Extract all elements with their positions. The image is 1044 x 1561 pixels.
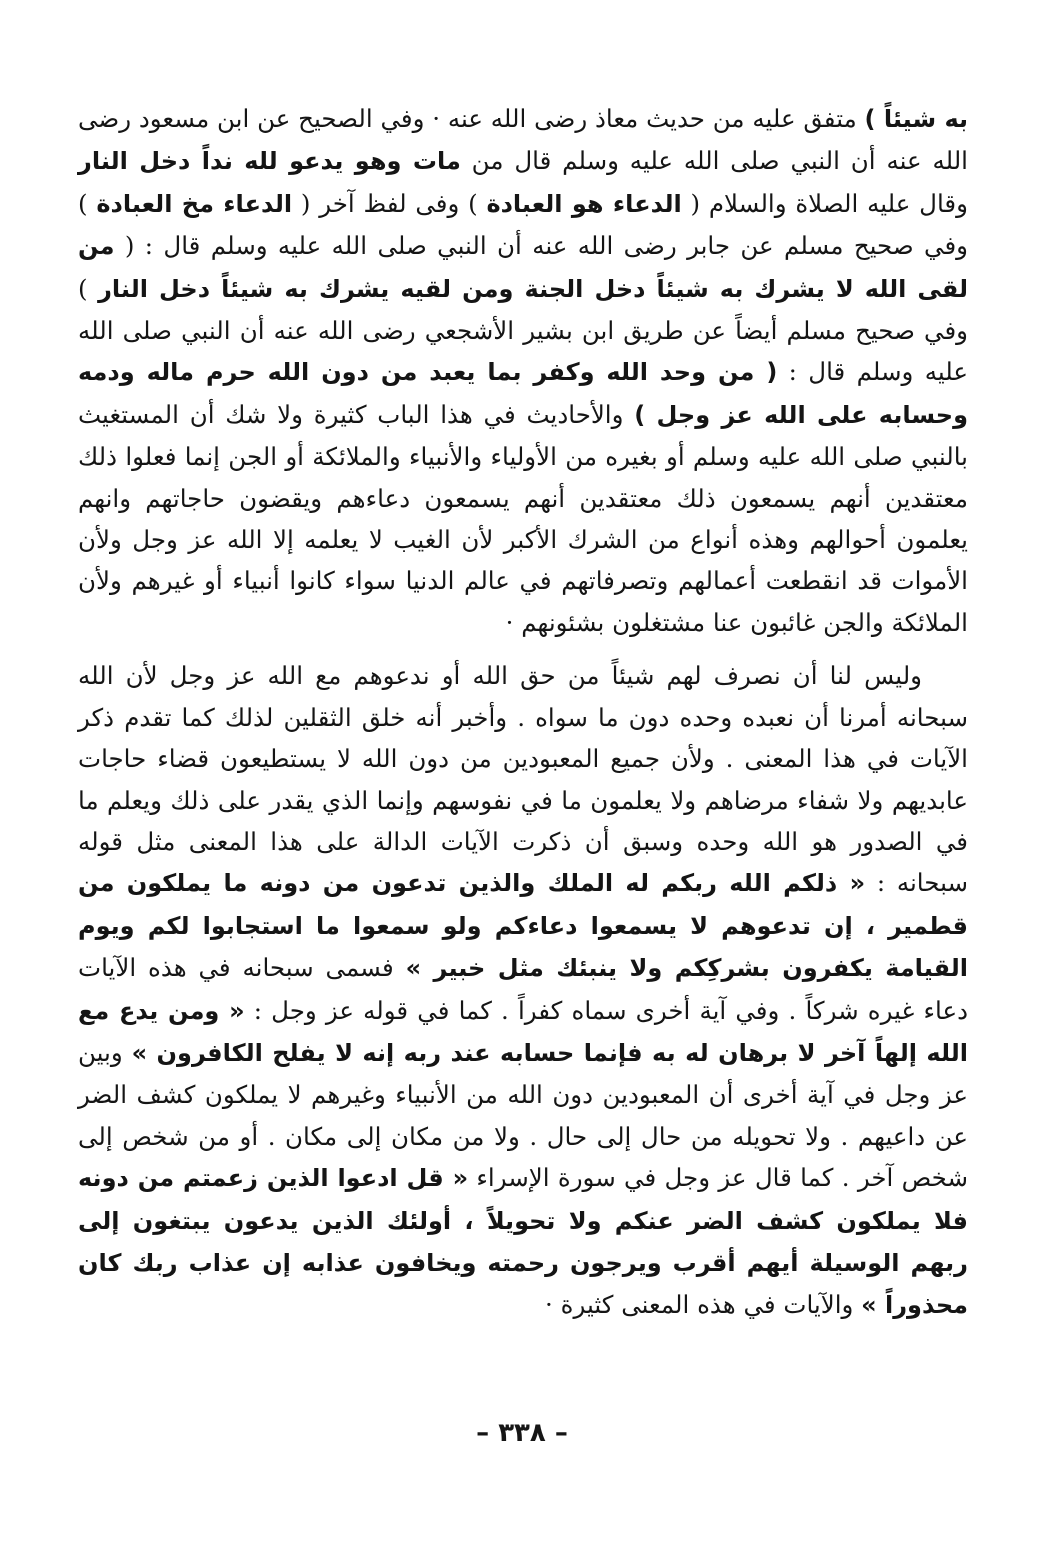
bold-quote-text: الدعاء مخ العبادة <box>96 189 293 218</box>
bold-quote-text: « ذلكم الله ربكم له الملك والذين تدعون من دونه ما يملكون من قطمير ، إن تدعوهم لا يسمعوا دعاءكم ولو سمعوا ما استجابوا لكم ويوم القيامة يكفرون بشركِكم ولا ينبئك مثل خبير » <box>78 869 968 983</box>
body-text: ) وفي صحيح مسلم أيضاً عن طريق ابن بشير الأشجعي رضى الله عنه أن النبي صلى الله عليه وسلم قال : <box>78 273 968 387</box>
page-body <box>78 98 968 1327</box>
bold-quote-text: به شيئاً ) <box>864 105 969 133</box>
bold-quote-text: مات وهو يدعو لله نداً دخل النار <box>78 147 461 176</box>
bold-quote-text: الدعاء هو العبادة <box>486 189 682 218</box>
bold-quote-text: « ومن يدع مع الله إلهاً آخر لا برهان له به فإنما حسابه عند ربه إنه لا يفلح الكافرون » <box>78 996 968 1067</box>
paragraph-verses <box>78 655 968 1327</box>
body-text: والآيات في هذه المعنى كثيرة · <box>545 1290 862 1320</box>
bold-quote-text: من لقى الله لا يشرك به شيئاً دخل الجنة ومن لقيه يشرك به شيئاً دخل النار <box>78 232 968 303</box>
bold-quote-text: ( من وحد الله وكفر بما يعبد من دون الله حرم ماله ودمه وحسابه على الله عز وجل ) <box>78 358 968 429</box>
body-text: فسمى سبحانه في هذه الآيات دعاء غيره شركاً . وفي آية أخرى سماه كفراً . كما في قوله عز وجل : <box>78 953 969 1025</box>
bold-quote-text: « قل ادعوا الذين زعمتم من دونه فلا يملكون كشف الضر عنكم ولا تحويلاً ، أولئك الذين يدعون يبتغون إلى ربهم الوسيلة أيهم أقرب ويرجون رحمته ويخافون عذابه إن عذاب ربك كان محذوراً » <box>78 1164 968 1320</box>
body-text: والأحاديث في هذا الباب كثيرة ولا شك أن المستغيث بالنبي صلى الله عليه وسلم أو بغيره من الأولياء والأنبياء والملائكة أو الجن إنما فعلوا ذلك معتقدين أنهم يسمعون ذلك معتقدين أنهم يسمعون دعاءهم ويقضون حاجاتهم وانهم يعلمون أحوالهم وهذه أنواع من الشرك الأكبر لأن الغيب لا يعلمه إلا الله عز وجل ولأن الأموات قد انقطعت أعمالهم وتصرفاتهم في عالم الدنيا سواء كانوا أنبياء أو غيرهم ولأن الملائكة والجن غائبون عنا مشتغلون بشئونهم · <box>78 399 968 637</box>
body-text: ) وفى لفظ آخر ( <box>292 188 487 218</box>
body-text: وقال عليه الصلاة والسلام ( <box>681 188 968 218</box>
page-number: – ٣٣٨ – <box>476 1418 568 1448</box>
body-text: ) وفي صحيح مسلم عن جابر رضى الله عنه أن النبي صلى الله عليه وسلم قال : ( <box>78 188 968 261</box>
body-text: وليس لنا أن نصرف لهم شيئاً من حق الله أو ندعوهم مع الله عز وجل لأن الله سبحانه أمرنا أن نعبده وحده دون ما سواه . وأخبر أنه خلق الثقلين لذلك كما تقدم ذكر الآيات في هذا المعنى . ولأن جميع المعبودين من دون الله لا يستطيعون قضاء حاجات عابديهم ولا شفاء مرضاهم ولا يعلمون ما في نفوسهم وإنما الذي يقدر على ذلك ويعلم ما في الصدور هو الله وحده وسبق أن ذكرت الآيات الدالة على هذا المعنى مثل قوله سبحانه : <box>78 661 968 898</box>
paragraph-hadith <box>78 98 968 643</box>
body-text: وبين عز وجل في آية أخرى أن المعبودين دون الله من الأنبياء وغيرهم لا يملكون كشف الضر عن داعيهم . ولا تحويله من حال إلى حال . ولا من مكان إلى مكان . أو من شخص إلى شخص آخر . كما قال عز وجل في سورة الإسراء <box>78 1037 968 1193</box>
body-text: متفق عليه من حديث معاذ رضى الله عنه · وفي الصحيح عن ابن مسعود رضى الله عنه أن النبي صلى الله عليه وسلم قال من <box>78 104 968 176</box>
